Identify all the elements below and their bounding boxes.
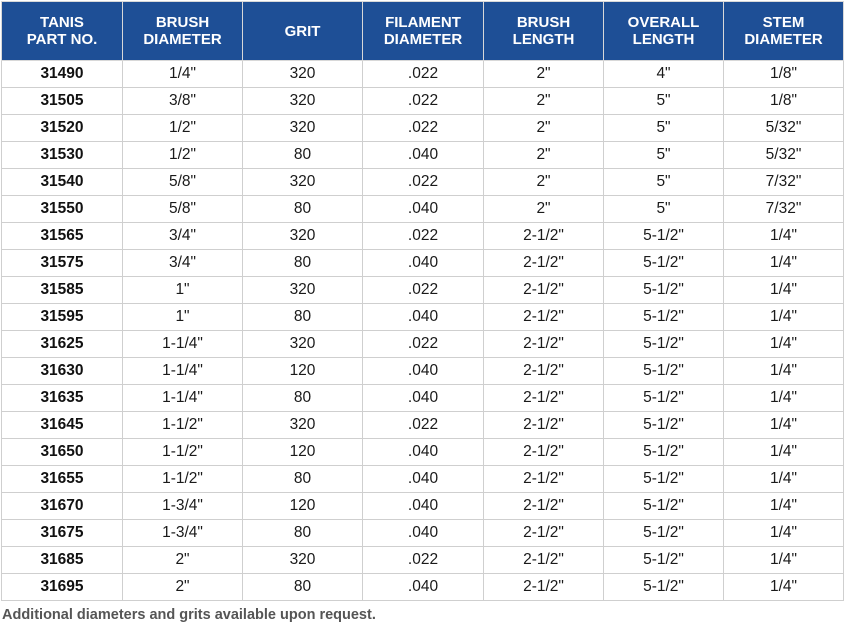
cell-stem-diameter: 1/4" bbox=[724, 574, 844, 601]
cell-part-no: 31530 bbox=[2, 142, 123, 169]
cell-part-no: 31675 bbox=[2, 520, 123, 547]
cell-part-no: 31490 bbox=[2, 61, 123, 88]
cell-brush-diameter: 2" bbox=[123, 574, 243, 601]
cell-grit: 320 bbox=[243, 115, 363, 142]
cell-part-no: 31585 bbox=[2, 277, 123, 304]
cell-filament-diameter: .040 bbox=[363, 520, 484, 547]
header-brush-length: BRUSH LENGTH bbox=[484, 2, 604, 61]
cell-stem-diameter: 1/8" bbox=[724, 61, 844, 88]
cell-brush-diameter: 1-1/2" bbox=[123, 439, 243, 466]
cell-filament-diameter: .040 bbox=[363, 250, 484, 277]
cell-brush-length: 2" bbox=[484, 61, 604, 88]
table-row bbox=[2, 574, 844, 601]
cell-overall-length: 5-1/2" bbox=[604, 223, 724, 250]
cell-part-no: 31655 bbox=[2, 466, 123, 493]
cell-part-no: 31550 bbox=[2, 196, 123, 223]
cell-part-no: 31505 bbox=[2, 88, 123, 115]
cell-filament-diameter: .040 bbox=[363, 142, 484, 169]
table-header bbox=[2, 2, 844, 61]
cell-filament-diameter: .022 bbox=[363, 331, 484, 358]
cell-part-no: 31695 bbox=[2, 574, 123, 601]
cell-overall-length: 5" bbox=[604, 142, 724, 169]
cell-filament-diameter: .022 bbox=[363, 169, 484, 196]
cell-brush-length: 2-1/2" bbox=[484, 439, 604, 466]
cell-grit: 80 bbox=[243, 574, 363, 601]
cell-brush-diameter: 1-1/4" bbox=[123, 331, 243, 358]
cell-overall-length: 5-1/2" bbox=[604, 574, 724, 601]
table-row bbox=[2, 520, 844, 547]
table-row bbox=[2, 250, 844, 277]
cell-brush-diameter: 1" bbox=[123, 304, 243, 331]
table-row bbox=[2, 547, 844, 574]
cell-filament-diameter: .040 bbox=[363, 304, 484, 331]
table-row bbox=[2, 223, 844, 250]
cell-part-no: 31670 bbox=[2, 493, 123, 520]
cell-overall-length: 5-1/2" bbox=[604, 277, 724, 304]
cell-stem-diameter: 1/4" bbox=[724, 223, 844, 250]
cell-grit: 80 bbox=[243, 520, 363, 547]
cell-overall-length: 5" bbox=[604, 169, 724, 196]
cell-brush-diameter: 1/2" bbox=[123, 115, 243, 142]
cell-grit: 120 bbox=[243, 439, 363, 466]
cell-part-no: 31540 bbox=[2, 169, 123, 196]
cell-overall-length: 5-1/2" bbox=[604, 358, 724, 385]
cell-grit: 80 bbox=[243, 142, 363, 169]
cell-part-no: 31630 bbox=[2, 358, 123, 385]
cell-overall-length: 5" bbox=[604, 196, 724, 223]
cell-filament-diameter: .040 bbox=[363, 358, 484, 385]
cell-part-no: 31635 bbox=[2, 385, 123, 412]
cell-brush-diameter: 1-1/2" bbox=[123, 466, 243, 493]
cell-grit: 80 bbox=[243, 466, 363, 493]
cell-overall-length: 5" bbox=[604, 88, 724, 115]
cell-brush-diameter: 5/8" bbox=[123, 196, 243, 223]
cell-grit: 120 bbox=[243, 358, 363, 385]
cell-grit: 320 bbox=[243, 331, 363, 358]
cell-brush-diameter: 1-3/4" bbox=[123, 520, 243, 547]
cell-stem-diameter: 1/4" bbox=[724, 358, 844, 385]
cell-filament-diameter: .040 bbox=[363, 385, 484, 412]
cell-overall-length: 5-1/2" bbox=[604, 466, 724, 493]
cell-part-no: 31685 bbox=[2, 547, 123, 574]
cell-stem-diameter: 1/4" bbox=[724, 250, 844, 277]
cell-grit: 320 bbox=[243, 61, 363, 88]
cell-brush-diameter: 1/2" bbox=[123, 142, 243, 169]
cell-overall-length: 5-1/2" bbox=[604, 385, 724, 412]
cell-stem-diameter: 1/4" bbox=[724, 439, 844, 466]
cell-grit: 320 bbox=[243, 277, 363, 304]
cell-brush-length: 2-1/2" bbox=[484, 520, 604, 547]
cell-filament-diameter: .022 bbox=[363, 547, 484, 574]
cell-stem-diameter: 1/4" bbox=[724, 466, 844, 493]
cell-brush-diameter: 1-1/2" bbox=[123, 412, 243, 439]
cell-brush-length: 2-1/2" bbox=[484, 547, 604, 574]
table-row bbox=[2, 412, 844, 439]
cell-overall-length: 4" bbox=[604, 61, 724, 88]
cell-overall-length: 5-1/2" bbox=[604, 412, 724, 439]
table-row bbox=[2, 385, 844, 412]
cell-brush-diameter: 3/4" bbox=[123, 223, 243, 250]
header-grit: GRIT bbox=[243, 2, 363, 61]
cell-part-no: 31645 bbox=[2, 412, 123, 439]
cell-overall-length: 5-1/2" bbox=[604, 439, 724, 466]
cell-filament-diameter: .022 bbox=[363, 115, 484, 142]
cell-stem-diameter: 1/4" bbox=[724, 493, 844, 520]
table-row bbox=[2, 142, 844, 169]
cell-filament-diameter: .022 bbox=[363, 277, 484, 304]
cell-brush-diameter: 1" bbox=[123, 277, 243, 304]
cell-brush-length: 2-1/2" bbox=[484, 277, 604, 304]
table-row bbox=[2, 115, 844, 142]
cell-brush-length: 2-1/2" bbox=[484, 358, 604, 385]
cell-grit: 80 bbox=[243, 304, 363, 331]
cell-overall-length: 5-1/2" bbox=[604, 547, 724, 574]
cell-part-no: 31520 bbox=[2, 115, 123, 142]
header-filament-diameter: FILAMENT DIAMETER bbox=[363, 2, 484, 61]
header-brush-diameter: BRUSH DIAMETER bbox=[123, 2, 243, 61]
cell-part-no: 31595 bbox=[2, 304, 123, 331]
header-stem-diameter: STEM DIAMETER bbox=[724, 2, 844, 61]
cell-part-no: 31565 bbox=[2, 223, 123, 250]
cell-grit: 320 bbox=[243, 169, 363, 196]
cell-stem-diameter: 1/4" bbox=[724, 277, 844, 304]
cell-overall-length: 5-1/2" bbox=[604, 493, 724, 520]
cell-part-no: 31575 bbox=[2, 250, 123, 277]
cell-stem-diameter: 1/4" bbox=[724, 385, 844, 412]
cell-brush-length: 2-1/2" bbox=[484, 412, 604, 439]
cell-stem-diameter: 5/32" bbox=[724, 115, 844, 142]
cell-part-no: 31625 bbox=[2, 331, 123, 358]
cell-brush-length: 2-1/2" bbox=[484, 223, 604, 250]
cell-grit: 80 bbox=[243, 196, 363, 223]
cell-filament-diameter: .040 bbox=[363, 574, 484, 601]
cell-stem-diameter: 5/32" bbox=[724, 142, 844, 169]
table-row bbox=[2, 88, 844, 115]
cell-grit: 80 bbox=[243, 250, 363, 277]
table-row bbox=[2, 466, 844, 493]
cell-grit: 320 bbox=[243, 547, 363, 574]
cell-overall-length: 5" bbox=[604, 115, 724, 142]
cell-stem-diameter: 7/32" bbox=[724, 196, 844, 223]
cell-filament-diameter: .040 bbox=[363, 466, 484, 493]
table-row bbox=[2, 196, 844, 223]
header-row bbox=[2, 2, 844, 61]
cell-grit: 320 bbox=[243, 223, 363, 250]
cell-brush-length: 2-1/2" bbox=[484, 250, 604, 277]
table-row bbox=[2, 358, 844, 385]
cell-brush-length: 2-1/2" bbox=[484, 466, 604, 493]
table-row bbox=[2, 304, 844, 331]
cell-filament-diameter: .022 bbox=[363, 412, 484, 439]
cell-brush-length: 2-1/2" bbox=[484, 385, 604, 412]
cell-brush-diameter: 1-1/4" bbox=[123, 358, 243, 385]
cell-filament-diameter: .040 bbox=[363, 196, 484, 223]
cell-brush-diameter: 1-1/4" bbox=[123, 385, 243, 412]
cell-filament-diameter: .040 bbox=[363, 439, 484, 466]
cell-filament-diameter: .040 bbox=[363, 493, 484, 520]
cell-brush-length: 2-1/2" bbox=[484, 331, 604, 358]
table-row bbox=[2, 277, 844, 304]
cell-brush-length: 2-1/2" bbox=[484, 493, 604, 520]
cell-brush-length: 2" bbox=[484, 169, 604, 196]
cell-stem-diameter: 1/8" bbox=[724, 88, 844, 115]
cell-overall-length: 5-1/2" bbox=[604, 520, 724, 547]
brush-spec-table bbox=[1, 1, 844, 601]
footnote: Additional diameters and grits available upon request. bbox=[2, 607, 376, 623]
cell-filament-diameter: .022 bbox=[363, 223, 484, 250]
table-row bbox=[2, 493, 844, 520]
cell-filament-diameter: .022 bbox=[363, 88, 484, 115]
cell-filament-diameter: .022 bbox=[363, 61, 484, 88]
cell-grit: 80 bbox=[243, 385, 363, 412]
cell-brush-diameter: 1-3/4" bbox=[123, 493, 243, 520]
cell-stem-diameter: 1/4" bbox=[724, 412, 844, 439]
header-part-no: TANIS PART NO. bbox=[2, 2, 123, 61]
cell-stem-diameter: 7/32" bbox=[724, 169, 844, 196]
table-body bbox=[2, 61, 844, 601]
cell-brush-diameter: 3/8" bbox=[123, 88, 243, 115]
cell-stem-diameter: 1/4" bbox=[724, 331, 844, 358]
cell-brush-diameter: 3/4" bbox=[123, 250, 243, 277]
cell-part-no: 31650 bbox=[2, 439, 123, 466]
table-row bbox=[2, 439, 844, 466]
cell-brush-diameter: 2" bbox=[123, 547, 243, 574]
cell-overall-length: 5-1/2" bbox=[604, 250, 724, 277]
cell-brush-length: 2-1/2" bbox=[484, 304, 604, 331]
cell-grit: 320 bbox=[243, 412, 363, 439]
cell-grit: 120 bbox=[243, 493, 363, 520]
cell-brush-length: 2" bbox=[484, 88, 604, 115]
cell-overall-length: 5-1/2" bbox=[604, 304, 724, 331]
cell-brush-length: 2" bbox=[484, 115, 604, 142]
cell-stem-diameter: 1/4" bbox=[724, 547, 844, 574]
cell-grit: 320 bbox=[243, 88, 363, 115]
cell-brush-length: 2" bbox=[484, 196, 604, 223]
cell-overall-length: 5-1/2" bbox=[604, 331, 724, 358]
cell-brush-length: 2" bbox=[484, 142, 604, 169]
cell-stem-diameter: 1/4" bbox=[724, 520, 844, 547]
cell-brush-length: 2-1/2" bbox=[484, 574, 604, 601]
cell-stem-diameter: 1/4" bbox=[724, 304, 844, 331]
table-row bbox=[2, 61, 844, 88]
cell-brush-diameter: 5/8" bbox=[123, 169, 243, 196]
table-row bbox=[2, 331, 844, 358]
cell-brush-diameter: 1/4" bbox=[123, 61, 243, 88]
header-overall-length: OVERALL LENGTH bbox=[604, 2, 724, 61]
table-row bbox=[2, 169, 844, 196]
